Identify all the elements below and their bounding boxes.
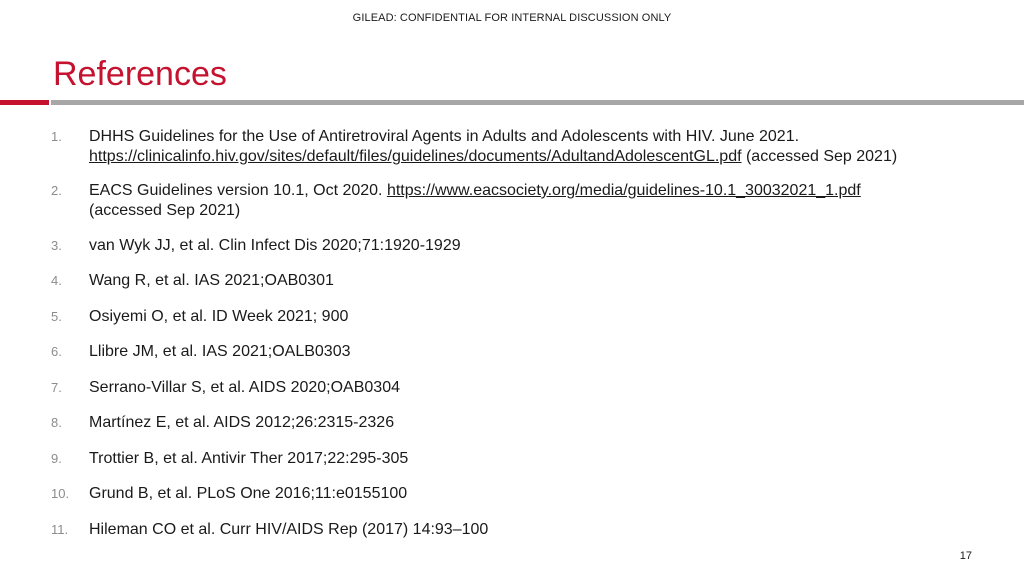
reference-number: 1. [51, 129, 62, 144]
reference-number: 6. [51, 344, 62, 359]
reference-text: Grund B, et al. PLoS One 2016;11:e0155100 [89, 485, 408, 502]
reference-text: Llibre JM, et al. IAS 2021;OALB0303 [89, 343, 351, 360]
confidential-banner: GILEAD: CONFIDENTIAL FOR INTERNAL DISCUSSION ONLY [352, 12, 672, 24]
title-rule-accent [0, 100, 49, 105]
page-number: 17 [959, 550, 972, 562]
reference-title: EACS Guidelines version 10.1, Oct 2020. [89, 182, 387, 199]
reference-link[interactable]: https://www.eacsociety.org/media/guidelines-10.1_30032021_1.pdf [386, 182, 861, 199]
reference-access-note: (accessed Sep 2021) [741, 148, 898, 165]
page-title: References [53, 55, 227, 93]
reference-number: 5. [51, 309, 62, 324]
reference-text [89, 181, 989, 221]
reference-number: 11. [51, 522, 69, 537]
reference-number: 2. [51, 183, 62, 198]
reference-link[interactable]: https://clinicalinfo.hiv.gov/sites/default/files/guidelines/documents/AdultandAdolescentGL.pdf [89, 148, 742, 165]
reference-text [89, 127, 989, 167]
title-rule [51, 100, 1024, 105]
reference-number: 7. [51, 380, 62, 395]
reference-text: Serrano-Villar S, et al. AIDS 2020;OAB0304 [89, 379, 400, 396]
reference-number: 10. [51, 486, 70, 501]
reference-number: 8. [51, 415, 62, 430]
reference-access-note: (accessed Sep 2021) [89, 202, 241, 219]
reference-text: Osiyemi O, et al. ID Week 2021; 900 [89, 308, 349, 325]
reference-text: Hileman CO et al. Curr HIV/AIDS Rep (2017) 14:93–100 [89, 521, 489, 538]
reference-text: Trottier B, et al. Antivir Ther 2017;22:295-305 [89, 450, 409, 467]
reference-text: van Wyk JJ, et al. Clin Infect Dis 2020;71:1920-1929 [89, 237, 461, 254]
reference-title: DHHS Guidelines for the Use of Antiretroviral Agents in Adults and Adolescents with HIV. June 2021. [89, 128, 800, 145]
reference-number: 3. [51, 238, 62, 253]
reference-text: Martínez E, et al. AIDS 2012;26:2315-2326 [89, 414, 395, 431]
reference-text: Wang R, et al. IAS 2021;OAB0301 [89, 272, 334, 289]
reference-number: 9. [51, 451, 62, 466]
reference-number: 4. [51, 273, 62, 288]
